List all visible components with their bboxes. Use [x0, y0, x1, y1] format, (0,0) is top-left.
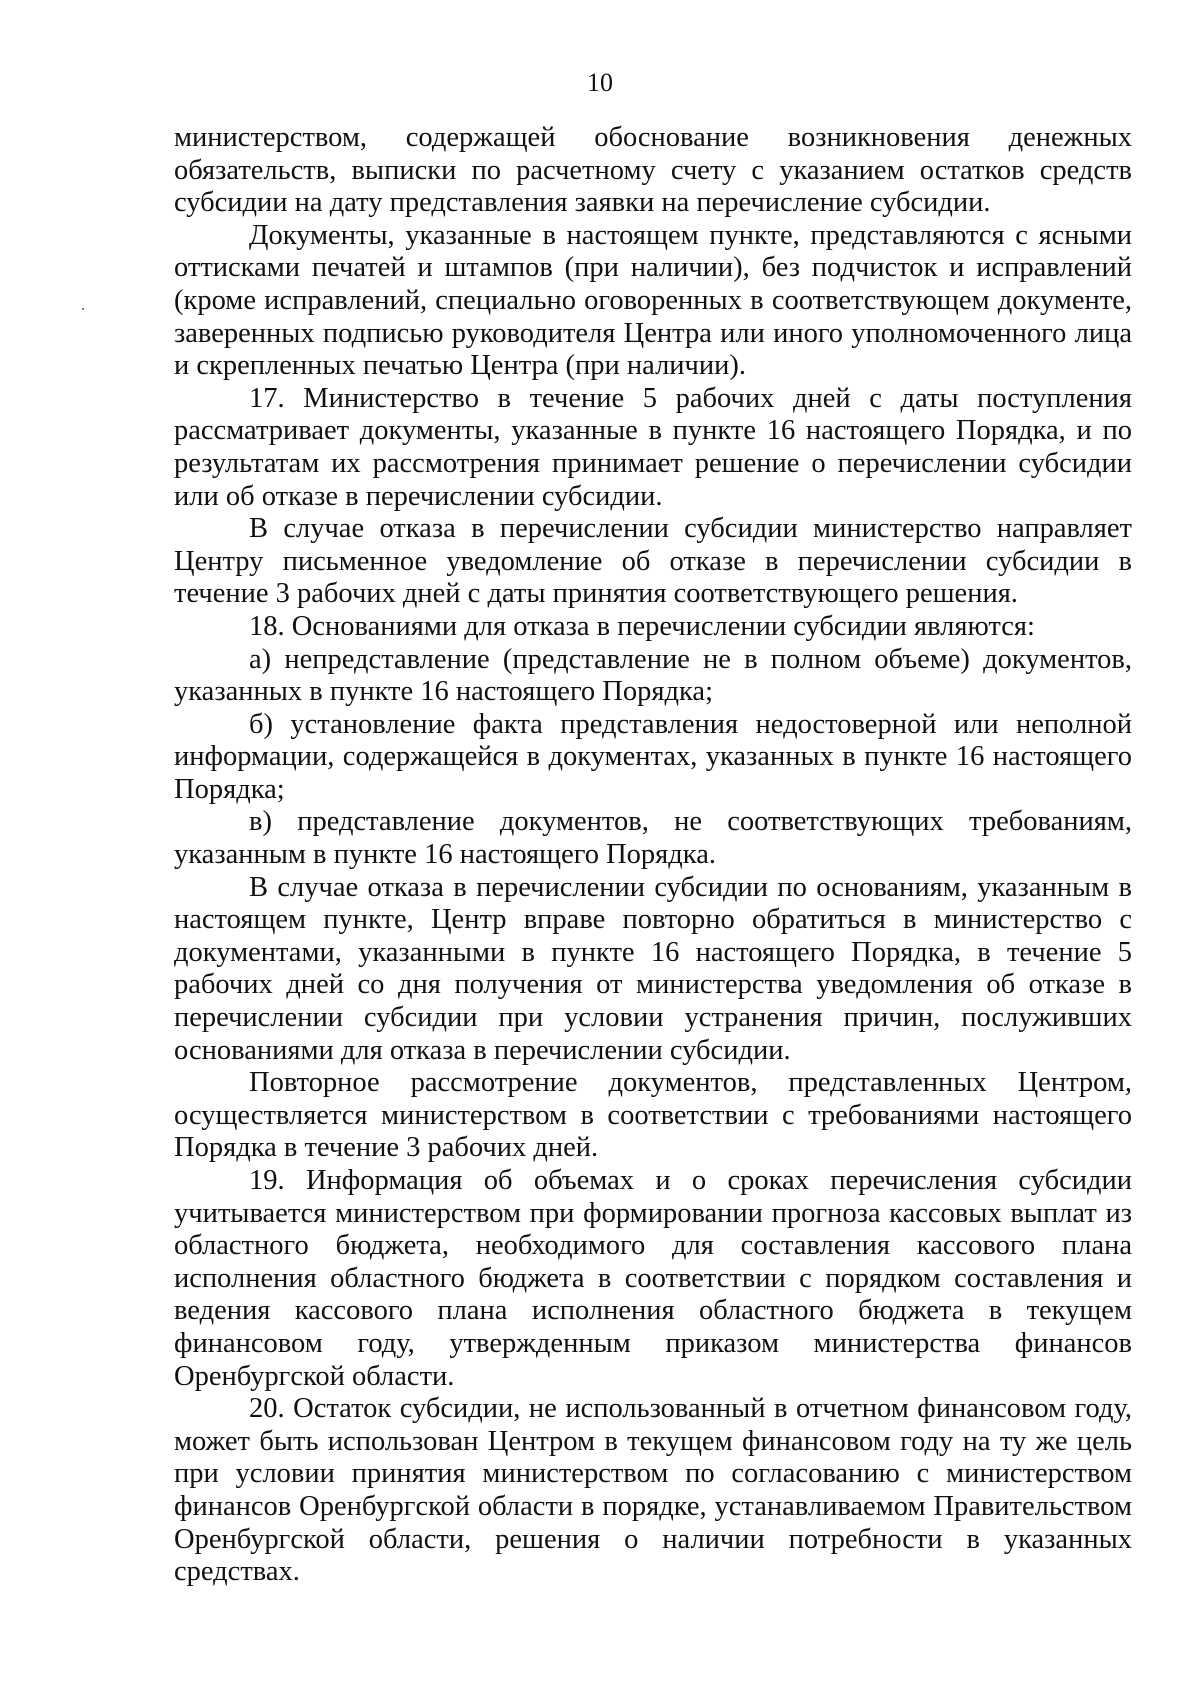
paragraph-4: В случае отказа в перечислении субсидии министерство направляет Центру письменное уведомление об отказе в перечислении субсидии в течение 3 рабочих дней с даты принятия соответствующего решения.: [174, 513, 1132, 610]
paragraph-7: б) установление факта представления недостоверной или неполной информации, содержащейся в документах, указанных в пункте 16 настоящего Порядка;: [174, 708, 1132, 805]
paragraph-2: Документы, указанные в настоящем пункте, представляются с ясными оттисками печатей и штампов (при наличии), без подчисток и исправлений (кроме исправлений, специально оговоренных в соответствующем документе, заверенных подписью руководителя Центра или иного уполномоченного лица и скрепленных печатью Центра (при наличии).: [174, 219, 1132, 382]
paragraph-12: 20. Остаток субсидии, не использованный в отчетном финансовом году, может быть использован Центром в текущем финансовом году на ту же цель при условии принятия министерством по согласованию с министерством финансов Оренбургской области в порядке, устанавливаемом Правительством Оренбургской области, решения о наличии потребности в указанных средствах.: [174, 1393, 1132, 1588]
paragraph-8: в) представление документов, не соответствующих требованиям, указанным в пункте 16 настоящего Порядка.: [174, 806, 1132, 871]
document-body: [174, 122, 1132, 1589]
scan-speck: [82, 308, 84, 310]
paragraph-11: 19. Информация об объемах и о сроках перечисления субсидии учитывается министерством при формировании прогноза кассовых выплат из областного бюджета, необходимого для составления кассового плана исполнения областного бюджета в соответствии с порядком составления и ведения кассового плана исполнения областного бюджета в текущем финансовом году, утвержденным приказом министерства финансов Оренбургской области.: [174, 1165, 1132, 1392]
paragraph-6: а) непредставление (представление не в полном объеме) документов, указанных в пункте 16 настоящего Порядка;: [174, 643, 1132, 708]
paragraph-5: 18. Основаниями для отказа в перечислении субсидии являются:: [249, 610, 1035, 642]
page-number: 10: [587, 68, 613, 97]
paragraph-10: Повторное рассмотрение документов, представленных Центром, осуществляется министерством в соответствии с требованиями настоящего Порядка в течение 3 рабочих дней.: [174, 1067, 1132, 1164]
paragraph-1: министерством, содержащей обоснование возникновения денежных обязательств, выписки по расчетному счету с указанием остатков средств субсидии на дату представления заявки на перечисление субсидии.: [174, 122, 1132, 219]
paragraph-3: 17. Министерство в течение 5 рабочих дней с даты поступления рассматривает документы, указанные в пункте 16 настоящего Порядка, и по результатам их рассмотрения принимает решение о перечислении субсидии или об отказе в перечислении субсидии.: [174, 382, 1132, 512]
paragraph-9: В случае отказа в перечислении субсидии по основаниям, указанным в настоящем пункте, Центр вправе повторно обратиться в министерство с документами, указанными в пункте 16 настоящего Порядка, в течение 5 рабочих дней со дня получения от министерства уведомления об отказе в перечислении субсидии при условии устранения причин, послуживших основаниями для отказа в перечислении субсидии.: [174, 871, 1132, 1066]
